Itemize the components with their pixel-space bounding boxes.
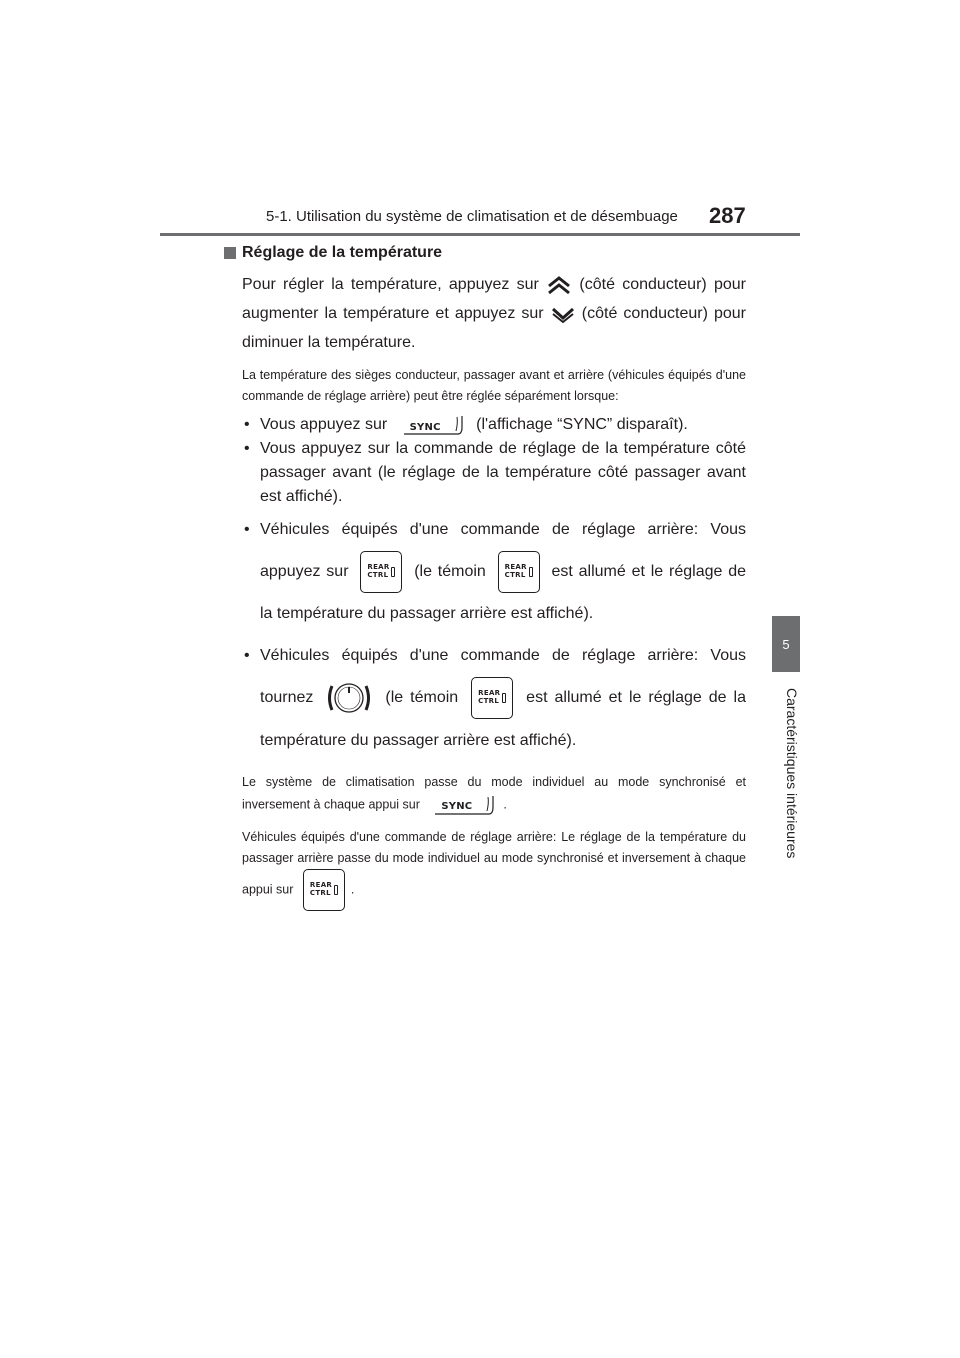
chapter-tab (772, 616, 800, 672)
rear-ctrl-label-1: REAR (367, 563, 390, 572)
note-text: Le système de climatisation passe du mode individuel au mode synchronisé et inversement à chaque appui sur (242, 774, 746, 811)
rear-ctrl-label-1: REAR (309, 880, 333, 889)
rear-ctrl-label-2: CTRL (504, 571, 526, 580)
conditions-list (242, 413, 746, 762)
indicator-icon (391, 567, 395, 577)
list-item-text: Vous appuyez sur (260, 416, 388, 434)
header-divider (160, 233, 800, 236)
rotary-dial-icon[interactable] (326, 678, 372, 718)
page-number: 287 (709, 203, 746, 228)
note-rear-sync-mode (242, 827, 746, 911)
rear-ctrl-label-2: CTRL (367, 571, 389, 580)
chapter-number: 5 (782, 636, 790, 652)
note-sync-mode (242, 772, 746, 817)
list-item-text: (l'affichage “SYNC” disparaît). (476, 416, 688, 434)
sync-button-label: SYNC (409, 422, 441, 433)
indicator-icon (529, 567, 533, 577)
section-heading (224, 242, 746, 264)
indicator-icon (334, 885, 338, 895)
rear-ctrl-button[interactable] (303, 869, 345, 911)
main-content (224, 242, 746, 911)
sync-button[interactable] (429, 793, 497, 817)
intro-text-3: (côté conducteur) pour diminuer la température. (242, 305, 747, 351)
list-item (242, 413, 746, 437)
rear-ctrl-label-2: CTRL (309, 888, 331, 897)
list-item-text: Véhicules équipés d'une commande de réglage arrière: Vous tournez (260, 647, 746, 707)
chevron-double-up-icon (546, 274, 572, 296)
intro-text-2: (côté conducteur) pour augmenter la température et appuyez sur (242, 276, 747, 322)
intro-paragraph (242, 270, 746, 357)
heading-text: Réglage de la température (242, 244, 443, 261)
sync-button-label: SYNC (441, 800, 473, 812)
rear-ctrl-indicator (498, 551, 540, 593)
indicator-icon (502, 693, 506, 703)
rear-ctrl-button[interactable] (360, 551, 402, 593)
list-item-text: (le témoin (385, 689, 459, 707)
list-item (242, 635, 746, 761)
note-text: . (350, 882, 355, 896)
rear-ctrl-label-1: REAR (478, 689, 501, 698)
rear-ctrl-indicator (471, 677, 513, 719)
list-item-text: est allumé et le réglage de la température du passager arrière est affiché). (260, 563, 747, 623)
note-separate-adjust: La température des sièges conducteur, passager avant et arrière (véhicules équipés d'une commande de réglage arrière) peut être réglée séparément lorsque: (242, 368, 746, 403)
intro-text-1: Pour régler la température, appuyez sur (242, 276, 539, 293)
section-title: 5-1. Utilisation du système de climatisation et de désembuage (266, 208, 678, 225)
list-item-text: Véhicules équipés d'une commande de réglage arrière: Vous appuyez sur (260, 521, 746, 581)
note-text: . (503, 797, 507, 811)
sync-button[interactable] (398, 413, 466, 437)
list-item (242, 509, 746, 635)
list-item-text: est allumé et le réglage de la température du passager arrière est affiché). (260, 689, 747, 749)
list-item-text: (le témoin (414, 563, 486, 581)
rear-ctrl-label-2: CTRL (478, 697, 500, 706)
list-item: • Vous appuyez sur la commande de réglage de la température côté passager avant (le réglage de la température côté passager avant est affiché). (242, 437, 746, 509)
note-text: Véhicules équipés d'une commande de réglage arrière: Le réglage de la température du passager arrière passe du mode individuel au mode synchronisé et inversement à chaque appui sur (242, 829, 746, 896)
rear-ctrl-label-1: REAR (504, 563, 527, 572)
chapter-title: Caractéristiques intérieures (784, 688, 800, 859)
chevron-down-icon (550, 304, 576, 324)
heading-marker-icon (224, 247, 236, 259)
